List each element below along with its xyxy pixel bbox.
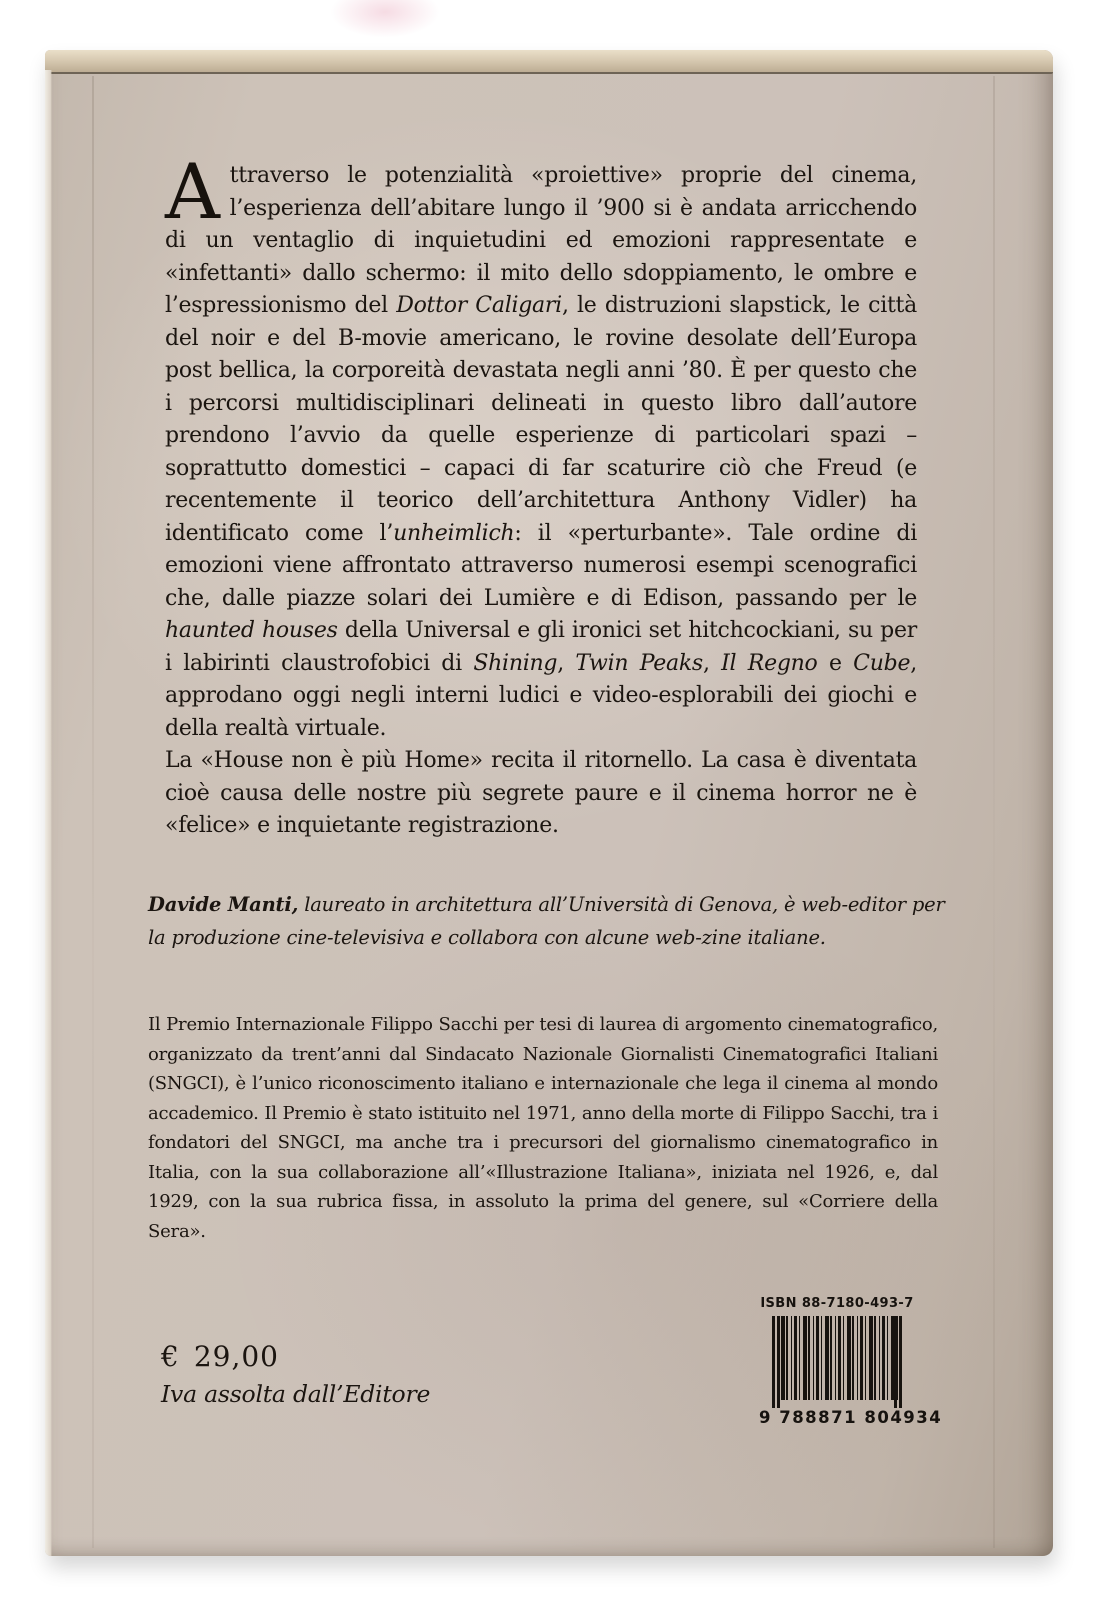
book-spine-page-edge <box>45 70 52 1556</box>
blurb-paragraph-1-text: ttraverso le potenzialità «proiettive» proprie del cinema, l’esperienza dell’abitare lungo il ’900 si è andata arricchendo di un ventaglio di inquietudini ed emozioni rappresentate e «infettanti» dallo schermo: il mito dello sdoppiamento, le ombre e l’espressionismo del Dottor Caligari, le distruzioni slapstick, le città del noir e del B-movie americano, le rovine desolate dell’Europa post bellica, la corporeità devastata negli anni ’80. È per questo che i percorsi multidisciplinari delineati in questo libro dall’autore prendono l’avvio da quelle esperienze di particolari spazi – soprattutto domestici – capaci di far scaturire ciò che Freud (e recentemente il teorico dell’architettura Anthony Vidler) ha identificato come l’unheimlich: il «perturbante». Tale ordine di emozioni viene affrontato attraverso numerosi esempi scenografici che, dalle piazze solari dei Lumière e di Edison, passando per le haunted houses della Universal e gli ironici set hitchcockiani, su per i labirinti claustrofobici di Shining, Twin Peaks, Il Regno e Cube, approdano oggi negli interni ludici e video-esplorabili dei giochi e della realtà virtuale. <box>165 163 918 741</box>
blurb-paragraph-2: La «House non è più Home» recita il ritornello. La casa è diventata cioè causa delle nostre più segrete paure e il cinema horror ne è «felice» e inquietante registrazione. <box>165 748 917 838</box>
barcode-digits: 9 788871 804934 <box>759 1408 943 1427</box>
prize-description: Il Premio Internazionale Filippo Sacchi per tesi di laurea di argomento cinematografico, organizzato da trent’anni dal Sindacato Nazionale Giornalisti Cinematografici Italiani (SNGCI), è l’unico riconoscimento italiano e internazionale che lega il cinema al mondo accademico. Il Premio è stato istituito nel 1971, anno della morte di Filippo Sacchi, tra i fondatori del SNGCI, ma anche tra i precursori del giornalismo cinematografico in Italia, con la sua collaborazione all’«Illustrazione Italiana», iniziata nel 1926, e, dal 1929, con la sua rubrica fissa, in assoluto la prima del genere, sul «Corriere della Sera». <box>148 1014 938 1242</box>
euro-sign: € <box>161 1340 180 1373</box>
barcode-bars <box>772 1316 902 1400</box>
blurb-paragraph-1 <box>165 147 918 745</box>
author-bio <box>148 888 948 954</box>
photo-smudge <box>330 0 440 38</box>
vat-note: Iva assolta dall’Editore <box>161 1380 431 1408</box>
author-bio-text: laureato in architettura all’Università di Genova, è web-editor per la produzione cine-televisiva e collabora con alcune web-zine italiane. <box>148 893 945 949</box>
back-cover-blurb <box>165 147 918 843</box>
book-back-cover <box>45 50 1053 1556</box>
book-top-edge <box>45 50 1053 74</box>
price-line <box>161 1340 430 1373</box>
cover-crease-left <box>92 76 94 1548</box>
drop-cap: A <box>165 147 220 236</box>
price-block <box>161 1340 430 1408</box>
cover-crease-right <box>993 76 995 1548</box>
isbn-label: ISBN 88-7180-493-7 <box>760 1296 914 1311</box>
price-amount: 29,00 <box>193 1340 279 1373</box>
barcode-block <box>759 1296 943 1427</box>
author-name: Davide Manti, <box>148 893 299 916</box>
